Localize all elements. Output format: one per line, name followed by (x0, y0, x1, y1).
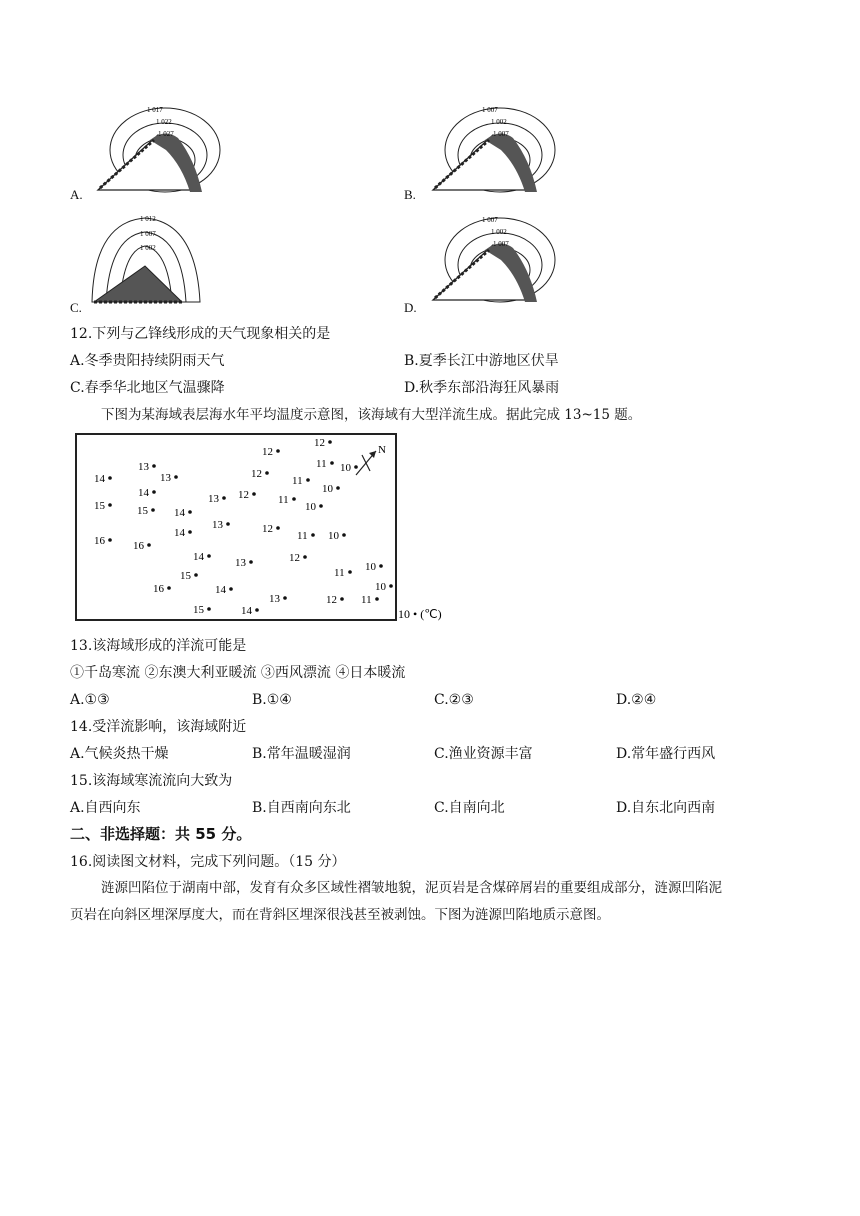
q15-option-c: C.自南向北 (434, 800, 505, 816)
weather-system-diagram-a (70, 100, 230, 202)
map-legend: 10 • (℃) (398, 607, 442, 621)
temperature-point (340, 597, 344, 601)
temperature-label: 12 (314, 437, 325, 449)
question-14-stem: 14.受洋流影响，该海域附近 (70, 719, 247, 735)
temperature-label: 11 (334, 567, 345, 579)
temperature-point (276, 526, 280, 530)
temperature-point (252, 492, 256, 496)
q12-option-b: B.夏季长江中游地区伏旱 (404, 353, 559, 369)
temperature-label: 11 (292, 475, 303, 487)
figure-option-b (405, 100, 565, 202)
question-15-stem: 15.该海域寒流流向大致为 (70, 773, 233, 789)
q13-option-c: C.②③ (434, 692, 474, 708)
temperature-point (389, 584, 393, 588)
temperature-label: 13 (235, 557, 246, 569)
temperature-point (226, 522, 230, 526)
temperature-label: 13 (160, 472, 171, 484)
temperature-point (222, 496, 226, 500)
temperature-point (194, 573, 198, 577)
temperature-point (306, 478, 310, 482)
temperature-label: 14 (241, 605, 252, 617)
isobar-label: 1 002 (140, 244, 156, 252)
temperature-point (354, 465, 358, 469)
isobar-label: 1 007 (493, 130, 509, 138)
temperature-point (330, 461, 334, 465)
q13-option-b: B.①④ (252, 692, 292, 708)
intro-13-15: 下图为某海域表层海水年平均温度示意图，该海域有大型洋流生成。据此完成 13~15 题。 (101, 407, 642, 423)
q15-option-b: B.自西南向东北 (252, 800, 351, 816)
temperature-point (108, 538, 112, 542)
temperature-point (348, 570, 352, 574)
q12-option-d: D.秋季东部沿海狂风暴雨 (404, 380, 560, 396)
temperature-label: 12 (262, 446, 273, 458)
temperature-point (375, 597, 379, 601)
temperature-label: 10 (305, 501, 316, 513)
temperature-label: 12 (238, 489, 249, 501)
question-12-stem: 12.下列与乙锋线形成的天气现象相关的是 (70, 326, 331, 342)
temperature-point (292, 497, 296, 501)
isobar-label: 1 002 (491, 118, 507, 126)
temperature-point (328, 440, 332, 444)
q13-option-a: A.①③ (70, 692, 110, 708)
isobar-label: 1 007 (482, 216, 498, 224)
isobar-label: 1 012 (140, 215, 156, 223)
temperature-point (319, 504, 323, 508)
temperature-label: 13 (269, 593, 280, 605)
temperature-label: 11 (361, 594, 372, 606)
question-13-stem: 13.该海域形成的洋流可能是 (70, 638, 247, 654)
q15-option-a: A.自西向东 (70, 800, 141, 816)
weather-system-diagram-b (405, 100, 565, 202)
temperature-label: 11 (316, 458, 327, 470)
temperature-label: 10 (328, 530, 339, 542)
temperature-point (108, 476, 112, 480)
temperature-point (276, 449, 280, 453)
temperature-point (255, 608, 259, 612)
temperature-point (207, 607, 211, 611)
figure-option-a (70, 100, 230, 202)
temperature-label: 14 (174, 527, 185, 539)
q16-paragraph-line-1: 涟源凹陷位于湖南中部，发育有众多区域性褶皱地貌，泥页岩是含煤碎屑岩的重要组成部分，涟源凹陷泥 (101, 880, 722, 896)
weather-system-diagram-d (405, 212, 565, 312)
temperature-point (167, 586, 171, 590)
q12-option-c: C.春季华北地区气温骤降 (70, 380, 225, 396)
temperature-point (229, 587, 233, 591)
temperature-point (108, 503, 112, 507)
temperature-label: 15 (193, 604, 204, 616)
temperature-label: 10 (322, 483, 333, 495)
temperature-point (207, 554, 211, 558)
isobar-label: 1 002 (491, 228, 507, 236)
q14-option-d: D.常年盛行西风 (616, 746, 716, 762)
temperature-point (342, 533, 346, 537)
temperature-point (283, 596, 287, 600)
temperature-label: 14 (94, 473, 105, 485)
q14-option-b: B.常年温暖湿润 (252, 746, 351, 762)
isobar-label: 1 027 (158, 130, 174, 138)
q14-option-a: A.气候炎热干燥 (70, 746, 169, 762)
temperature-point (311, 533, 315, 537)
question-16-stem: 16.阅读图文材料，完成下列问题。（15 分） (70, 854, 346, 870)
temperature-label: 12 (262, 523, 273, 535)
temperature-label: 13 (208, 493, 219, 505)
temperature-point (174, 475, 178, 479)
temperature-point (265, 471, 269, 475)
q16-paragraph-line-2: 页岩在向斜区埋深厚度大，而在背斜区埋深很浅甚至被剥蚀。下图为涟源凹陷地质示意图。 (70, 907, 610, 923)
temperature-label: 16 (94, 535, 105, 547)
section-2-heading: 二、非选择题：共 55 分。 (70, 825, 252, 843)
weather-system-diagram-c (70, 212, 230, 312)
temperature-label: 14 (138, 487, 149, 499)
figure-option-c (70, 212, 230, 312)
temperature-label: 14 (174, 507, 185, 519)
isobar-label: 1 022 (156, 118, 172, 126)
isobar-label: 1 007 (140, 230, 156, 238)
temperature-label: 15 (180, 570, 191, 582)
temperature-label: 12 (251, 468, 262, 480)
temperature-label: 14 (193, 551, 204, 563)
q12-option-a: A.冬季贵阳持续阴雨天气 (70, 353, 225, 369)
isobar-label: 1 017 (147, 106, 163, 114)
figure-label-b: B. (404, 187, 416, 202)
temperature-point (249, 560, 253, 564)
figure-label-d: D. (404, 300, 417, 315)
temperature-label: 13 (138, 461, 149, 473)
temperature-point (147, 543, 151, 547)
figure-label-c: C. (70, 300, 82, 315)
temperature-label: 10 (375, 581, 386, 593)
temperature-point (336, 486, 340, 490)
temperature-point (303, 555, 307, 559)
temperature-label: 10 (365, 561, 376, 573)
temperature-label: 13 (212, 519, 223, 531)
temperature-label: 15 (94, 500, 105, 512)
temperature-point (188, 510, 192, 514)
figure-option-d (405, 212, 565, 312)
temperature-point (152, 464, 156, 468)
temperature-label: 12 (326, 594, 337, 606)
temperature-point (152, 490, 156, 494)
temperature-point (151, 508, 155, 512)
question-13-choices: ①千岛寒流 ②东澳大利亚暖流 ③西风漂流 ④日本暖流 (70, 665, 406, 681)
isobar-label: 1 007 (482, 106, 498, 114)
north-arrow-icon (356, 451, 376, 475)
temperature-label: 16 (153, 583, 164, 595)
q14-option-c: C.渔业资源丰富 (434, 746, 533, 762)
temperature-label: 11 (278, 494, 289, 506)
figure-label-a: A. (70, 187, 83, 202)
temperature-label: 16 (133, 540, 144, 552)
temperature-label: 11 (297, 530, 308, 542)
temperature-point (188, 530, 192, 534)
temperature-label: 10 (340, 462, 351, 474)
temperature-label: 12 (289, 552, 300, 564)
isobar-label: 1 007 (493, 240, 509, 248)
temperature-point (379, 564, 383, 568)
q15-option-d: D.自东北向西南 (616, 800, 716, 816)
north-label: N (378, 444, 386, 456)
temperature-label: 15 (137, 505, 148, 517)
q13-option-d: D.②④ (616, 692, 657, 708)
temperature-label: 14 (215, 584, 226, 596)
